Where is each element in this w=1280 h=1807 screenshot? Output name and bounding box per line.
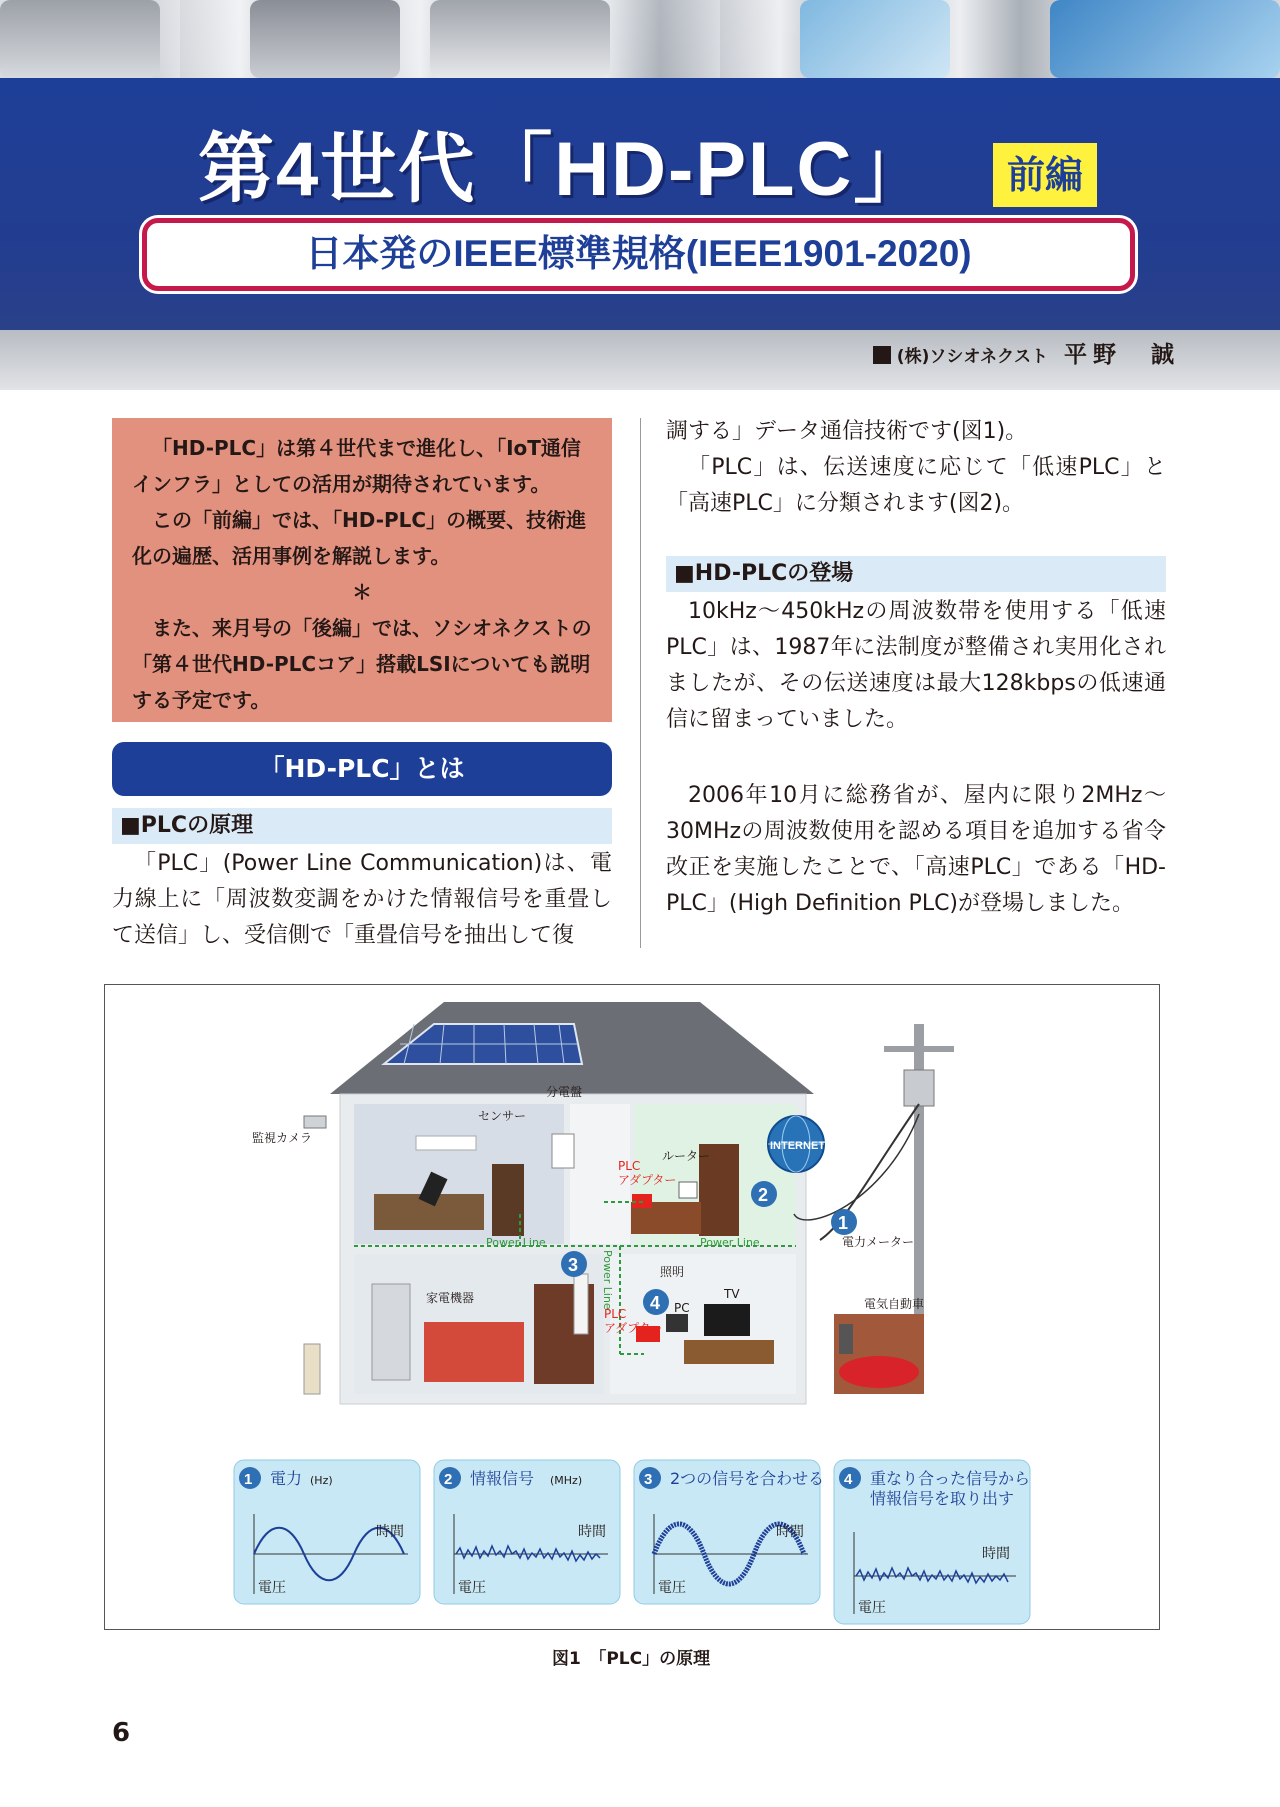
svg-text:電圧: 電圧 [258, 1580, 286, 1596]
lead-paragraph: 「HD-PLC」は第４世代まで進化し、「IoT通信インフラ」としての活用が期待されています。 [132, 436, 581, 496]
body-paragraph: 「PLC」(Power Line Communication)は、電力線上に「周波数変調をかけた情報信号を重畳して送信」し、受信側で「重畳信号を抽出して復 [112, 851, 612, 948]
wave-title-extract-2: 情報信号を取り出す [870, 1489, 1015, 1508]
label-router: ルーター [662, 1149, 711, 1163]
figure-caption: 図1 「PLC」の原理 [552, 1649, 711, 1669]
wave-title-extract: 重なり合った信号から [870, 1469, 1031, 1488]
kitchen-counter [424, 1322, 524, 1382]
section-heading: 「HD-PLC」とは [112, 742, 612, 796]
svg-text:時間: 時間 [376, 1524, 404, 1540]
label-appliance: 家電機器 [426, 1291, 475, 1305]
svg-text:4: 4 [650, 1293, 661, 1313]
svg-text:時間: 時間 [578, 1524, 606, 1540]
label-plc-adapter-1: PLC [618, 1159, 641, 1173]
fridge [372, 1284, 410, 1380]
subtitle-box [142, 218, 1135, 291]
wave-title-combined: 2つの信号を合わせる [670, 1469, 825, 1488]
body-paragraph: 「PLC」は、伝送速度に応じて「低速PLC」と「高速PLC」に分類されます(図2)。 [666, 455, 1166, 516]
header-cube-decoration [250, 0, 400, 78]
pole-transformer [904, 1070, 934, 1106]
pole-crossarm [884, 1046, 954, 1052]
svg-text:電圧: 電圧 [658, 1580, 686, 1596]
marker-4 [643, 1289, 669, 1315]
label-ev: 電気自動車 [864, 1297, 925, 1311]
pc-monitor [666, 1314, 688, 1332]
svg-text:電圧: 電圧 [858, 1600, 886, 1616]
svg-text:2: 2 [444, 1471, 453, 1488]
label-plc-adapter-2: PLC [604, 1307, 627, 1321]
svg-text:時間: 時間 [982, 1546, 1010, 1562]
wave-title-signal: 情報信号 [470, 1469, 535, 1488]
svg-text:電圧: 電圧 [458, 1580, 486, 1596]
label-panel: 分電盤 [546, 1085, 583, 1099]
svg-text:3: 3 [568, 1255, 579, 1275]
body-column-2-mid [666, 594, 1166, 738]
subtitle: 日本発のIEEE標準規格(IEEE1901-2020) [305, 233, 972, 274]
subsection-heading-principle: ■PLCの原理 [112, 808, 612, 844]
header-cube-decoration [0, 0, 160, 78]
wave-panel-2 [434, 1460, 620, 1604]
svg-text:(Hz): (Hz) [310, 1474, 333, 1487]
author-affiliation: (株)ソシオネクスト [896, 347, 1048, 367]
label-plc-adapter-2b: アダプター [604, 1321, 663, 1335]
label-plc-adapter-1b: アダプター [618, 1173, 677, 1187]
label-power-line-vertical: Power Line [601, 1250, 614, 1310]
svg-text:3: 3 [644, 1471, 653, 1488]
label-pc: PC [674, 1301, 690, 1315]
wave-panel-4 [834, 1460, 1030, 1624]
svg-text:1: 1 [244, 1471, 253, 1488]
tv-set [704, 1304, 750, 1336]
svg-text:1: 1 [838, 1213, 849, 1233]
marker-3 [561, 1251, 587, 1277]
author-name: 平野 誠 [1064, 342, 1180, 368]
svg-text:2: 2 [758, 1185, 769, 1205]
label-lighting: 照明 [660, 1265, 685, 1279]
author-line [850, 336, 1180, 368]
square-bullet-icon [873, 346, 891, 364]
marker-1 [831, 1209, 857, 1235]
label-camera: 監視カメラ [252, 1131, 313, 1145]
page-title: 第4世代「HD-PLC」 [198, 127, 932, 212]
page-number: 6 [112, 1718, 131, 1748]
lead-separator: ＊ [352, 580, 372, 604]
header-cube-decoration [430, 0, 610, 78]
svg-text:(MHz): (MHz) [550, 1474, 583, 1487]
body-column-1 [112, 846, 612, 954]
label-meter: 電力メーター [842, 1235, 915, 1249]
electric-car [839, 1356, 919, 1388]
ev-charger [839, 1324, 853, 1354]
wave-panel-3 [634, 1460, 824, 1604]
plc-diagram [104, 984, 1160, 1630]
wall-sensor [574, 1274, 588, 1334]
tv-stand [684, 1340, 774, 1364]
part-badge: 前編 [993, 143, 1097, 207]
svg-text:時間: 時間 [776, 1524, 804, 1540]
label-power-line-2: Power Line [700, 1236, 760, 1249]
column-divider [640, 418, 641, 948]
door-phone [304, 1344, 320, 1394]
marker-2 [751, 1181, 777, 1207]
label-sensor: センサー [478, 1109, 527, 1123]
security-camera-icon [304, 1116, 326, 1128]
air-conditioner [416, 1136, 476, 1150]
lead-paragraph: また、来月号の「後編」では、ソシオネクストの「第４世代HD-PLCコア」搭載LSIについても説明する予定です。 [132, 616, 592, 712]
subsection-heading-hdplc: ■HD-PLCの登場 [666, 556, 1166, 592]
router-device [679, 1182, 697, 1198]
svg-text:4: 4 [844, 1471, 853, 1488]
internet-label: INTERNET [770, 1140, 825, 1152]
body-column-2-top [666, 414, 1166, 522]
body-paragraph: 2006年10月に総務省が、屋内に限り2MHz〜30MHzの周波数使用を認める項目を追加する省令改正を実施したことで、「高速PLC」である「HD-PLC」(High Definition PLC)が登場しました。 [666, 783, 1166, 916]
distribution-board [552, 1134, 574, 1168]
label-tv: TV [724, 1287, 740, 1301]
wave-title-power: 電力 [270, 1469, 303, 1488]
header-cube-decoration [800, 0, 950, 78]
body-paragraph: 10kHz〜450kHzの周波数帯を使用する「低速PLC」は、1987年に法制度が整備され実用化されましたが、その伝送速度は最大128kbpsの低速通信に留まっていました。 [666, 599, 1166, 732]
wave-panel-1 [234, 1460, 420, 1604]
door [492, 1164, 524, 1236]
label-power-line-1: Power Line [486, 1236, 546, 1249]
body-paragraph: 調する」データ通信技術です(図1)。 [666, 419, 1028, 444]
body-column-2-bottom [666, 778, 1166, 922]
lead-box [112, 418, 612, 722]
header-cube-decoration [1050, 0, 1280, 78]
lead-paragraph: この「前編」では、「HD-PLC」の概要、技術進化の遍歴、活用事例を解説します。 [132, 508, 587, 568]
